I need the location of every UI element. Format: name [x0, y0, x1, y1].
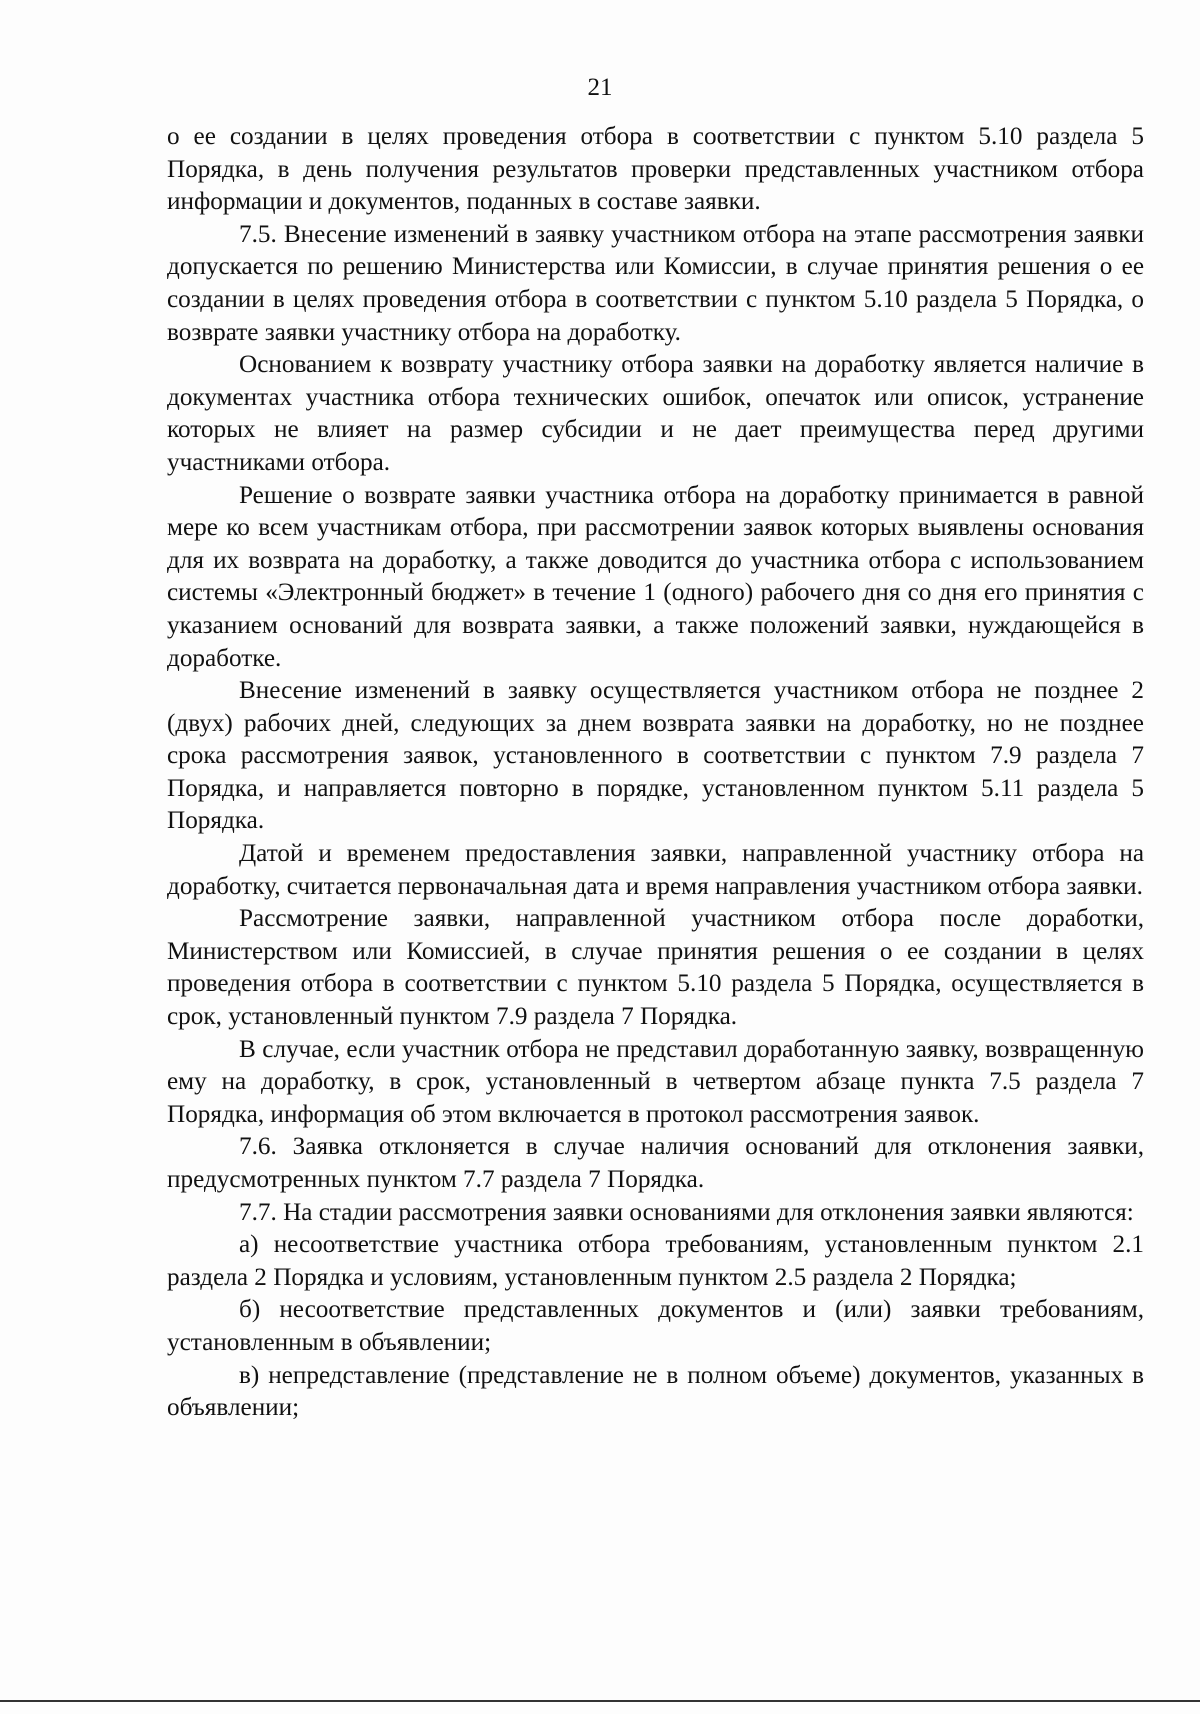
scan-bottom-edge: [0, 1700, 1200, 1702]
paragraph-submission-date: Датой и временем предоставления заявки, направленной участнику отбора на доработку, считается первоначальная дата и время направления участником отбора заявки.: [167, 840, 1144, 900]
page-number: 21: [587, 74, 613, 101]
paragraph-not-resubmitted: В случае, если участник отбора не представил доработанную заявку, возвращенную ему на доработку, в срок, установленный в четвертом абзаце пункта 7.5 раздела 7 Порядка, информация об этом включается в протокол рассмотрения заявок.: [167, 1035, 1144, 1128]
list-item-v: в) непредставление (представление не в полном объеме) документов, указанных в объявлении;: [167, 1361, 1144, 1422]
paragraph-return-grounds: Основанием к возврату участнику отбора заявки на доработку является наличие в документах участника отбора технических ошибок, опечаток или описок, устранение которых не влияет на размер субсидии и не дает преимущества перед другими участниками отбора.: [167, 351, 1144, 476]
paragraph-7-5: 7.5. Внесение изменений в заявку участником отбора на этапе рассмотрения заявки допускается по решению Министерства или Комиссии, в случае принятия решения о ее создании в целях проведения отбора в соответствии с пунктом 5.10 раздела 5 Порядка, о возврате заявки участнику отбора на доработку.: [167, 220, 1144, 346]
paragraph-continuation: о ее создании в целях проведения отбора в соответствии с пунктом 5.10 раздела 5 Порядка, в день получения результатов проверки представленных участником отбора информации и документов, поданных в составе заявки.: [167, 123, 1144, 216]
paragraph-return-decision: Решение о возврате заявки участника отбора на доработку принимается в равной мере ко всем участникам отбора, при рассмотрении заявок которых выявлены основания для их возврата на доработку, а также доводится до участника отбора с использованием системы «Электронный бюджет» в течение 1 (одного) рабочего дня со дня его принятия с указанием оснований для возврата заявки, а также положений заявки, нуждающейся в доработке.: [167, 481, 1144, 672]
document-body: [167, 121, 1144, 1425]
paragraph-review-after-revision: Рассмотрение заявки, направленной участником отбора после доработки, Министерством или Комиссией, в случае принятия решения о ее создании в целях проведения отбора в соответствии с пунктом 5.10 раздела 5 Порядка, осуществляется в срок, установленный пунктом 7.9 раздела 7 Порядка.: [167, 905, 1144, 1031]
paragraph-changes-deadline: Внесение изменений в заявку осуществляется участником отбора не позднее 2 (двух) рабочих дней, следующих за днем возврата заявки на доработку, но не позднее срока рассмотрения заявок, установленного в соответствии с пунктом 7.9 раздела 7 Порядка, и направляется повторно в порядке, установленном пунктом 5.11 раздела 5 Порядка.: [167, 677, 1144, 835]
list-item-a: а) несоответствие участника отбора требованиям, установленным пунктом 2.1 раздела 2 Порядка и условиям, установленным пунктом 2.5 раздела 2 Порядка;: [167, 1231, 1144, 1291]
paragraph-7-6: 7.6. Заявка отклоняется в случае наличия оснований для отклонения заявки, предусмотренных пунктом 7.7 раздела 7 Порядка.: [167, 1133, 1144, 1193]
paragraph-7-7: 7.7. На стадии рассмотрения заявки основаниями для отклонения заявки являются:: [239, 1198, 1134, 1226]
list-item-b: б) несоответствие представленных документов и (или) заявки требованиям, установленным в объявлении;: [167, 1296, 1144, 1356]
